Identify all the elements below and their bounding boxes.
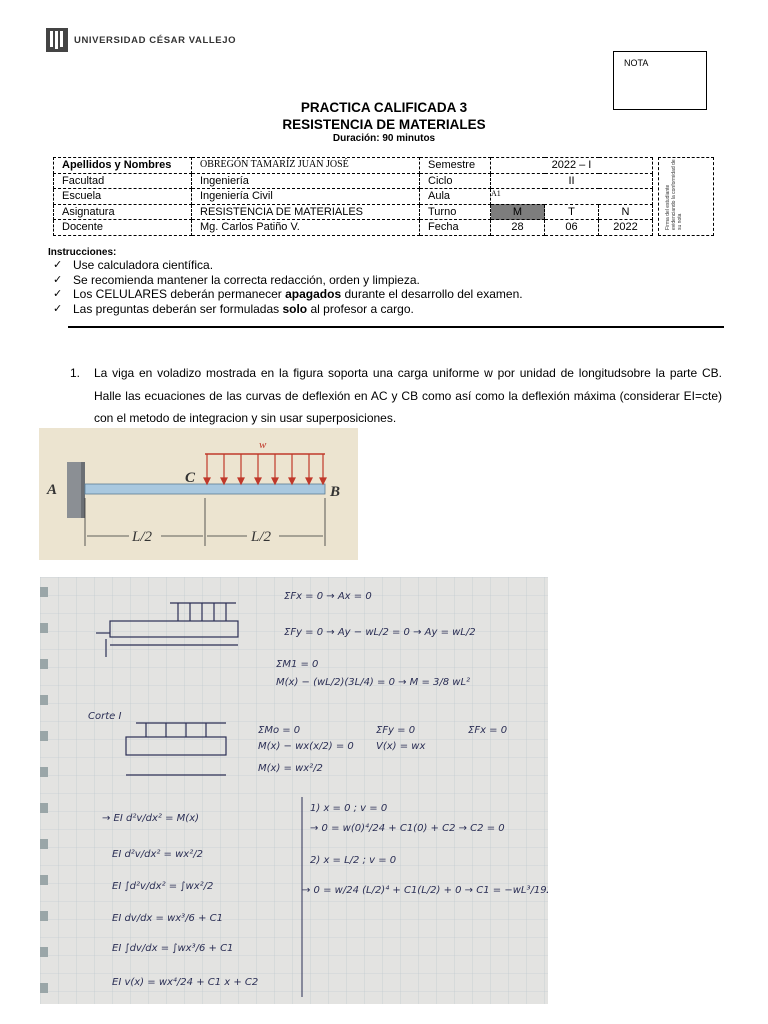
dimension-lines xyxy=(85,498,325,546)
hw-equation: ΣFy = 0 → Ay − wL/2 = 0 → Ay = wL/2 xyxy=(284,627,476,638)
table-row xyxy=(54,158,653,174)
ciclo-value: II xyxy=(491,173,653,189)
hw-equation: V(x) = wx xyxy=(376,741,426,752)
aula-label: Aula xyxy=(420,189,491,205)
table-row xyxy=(54,204,653,220)
signature-caption: Firma del estudiante evidenciando la conformidad de su nota xyxy=(665,159,683,230)
docente-label: Docente xyxy=(54,220,192,236)
facultad-value: Ingeniería xyxy=(192,173,420,189)
list-item xyxy=(53,302,523,317)
hw-equation: EI ∫d²v/dx² = ∫wx²/2 xyxy=(112,881,214,892)
list-item xyxy=(53,273,523,288)
student-info-table xyxy=(53,157,653,236)
divider xyxy=(68,326,724,328)
table-row xyxy=(54,189,653,205)
turno-m: M xyxy=(491,204,545,220)
fecha-year: 2022 xyxy=(599,220,653,236)
point-a-label: A xyxy=(47,482,58,498)
nota-label: NOTA xyxy=(624,58,649,68)
turno-t: T xyxy=(545,204,599,220)
hw-equation: → EI d²v/dx² = M(x) xyxy=(102,813,200,824)
university-name: UNIVERSIDAD CÉSAR VALLEJO xyxy=(74,35,237,46)
cantilever-beam-figure xyxy=(39,428,358,560)
load-arrows xyxy=(204,454,326,484)
course-title: RESISTENCIA DE MATERIALES xyxy=(282,117,486,132)
ciclo-label: Ciclo xyxy=(420,173,491,189)
length-right-label: L/2 xyxy=(251,529,272,545)
handwritten-solution-photo xyxy=(40,577,548,1004)
fecha-day: 28 xyxy=(491,220,545,236)
fecha-label: Fecha xyxy=(420,220,491,236)
hw-equation: ΣFx = 0 xyxy=(468,725,508,736)
exam-title: PRACTICA CALIFICADA 3 xyxy=(300,100,468,115)
point-b-label: B xyxy=(330,484,341,500)
hw-equation: → 0 = w(0)⁴/24 + C1(0) + C2 → C2 = 0 xyxy=(310,823,505,834)
hw-equation: M(x) = wx²/2 xyxy=(258,763,323,774)
instruction-text: durante el desarrollo del examen. xyxy=(341,287,523,301)
instruction-text: al profesor a cargo. xyxy=(307,301,414,316)
escuela-label: Escuela xyxy=(54,189,192,205)
asignatura-value: RESISTENCIA DE MATERIALES xyxy=(192,204,420,220)
hw-equation: ΣFy = 0 xyxy=(376,725,416,736)
apellidos-value: OBREGÓN TAMARÍZ JUAN JOSÉ xyxy=(192,158,420,174)
instructions-title: Instrucciones: xyxy=(48,247,117,258)
semestre-label: Semestre xyxy=(420,158,491,174)
hw-equation: EI ∫dv/dx = ∫wx³/6 + C1 xyxy=(112,943,234,954)
docente-value: Mg. Carlos Patiño V. xyxy=(192,220,420,236)
hw-equation: M(x) − (wL/2)(3L/4) = 0 → M = 3/8 wL² xyxy=(276,677,471,688)
question-text: La viga en voladizo mostrada en la figura soporta una carga uniforme w por unidad de longitudsobre la parte CB. Halle las ecuaciones de las curvas de deflexión en AC y CB como así como la deflexión máxima (considerar EI=cte) con el metodo de integracion y sin usar superposiciones. xyxy=(94,366,722,425)
instruction-text: Use calculadora científica. xyxy=(73,258,214,272)
instruction-text: Las preguntas deberán ser formuladas xyxy=(73,301,283,316)
hw-equation: EI d²v/dx² = wx²/2 xyxy=(112,849,203,860)
length-left-label: L/2 xyxy=(132,529,153,545)
hw-equation: M(x) − wx(x/2) = 0 xyxy=(258,741,354,752)
apellidos-label: Apellidos y Nombres xyxy=(54,158,192,174)
question-number: 1. xyxy=(70,366,81,380)
hw-equation: EI v(x) = wx⁴/24 + C1 x + C2 xyxy=(112,977,259,988)
hw-equation: 1) x = 0 ; v = 0 xyxy=(310,803,388,814)
instruction-text: Los CELULARES deberán permanecer xyxy=(73,287,286,301)
escuela-value: Ingeniería Civil xyxy=(192,189,420,205)
semestre-value: 2022 – I xyxy=(491,158,653,174)
hw-label: Corte I xyxy=(88,711,122,722)
signature-box xyxy=(658,157,714,236)
hw-equation: → 0 = w/24 (L/2)⁴ + C1(L/2) + 0 → C1 = −wL³/192 xyxy=(302,885,548,896)
hw-equation: EI dv/dx = wx³/6 + C1 xyxy=(112,913,224,924)
asignatura-label: Asignatura xyxy=(54,204,192,220)
point-c-label: C xyxy=(185,470,196,486)
instruction-text: Se recomienda mantener la correcta redacción, orden y limpieza. xyxy=(73,272,420,287)
table-row xyxy=(54,220,653,236)
hw-equation: ΣFx = 0 → Ax = 0 xyxy=(284,591,372,602)
turno-label: Turno xyxy=(420,204,491,220)
grid-paper xyxy=(40,577,548,1004)
instructions-list xyxy=(53,258,523,316)
fecha-month: 06 xyxy=(545,220,599,236)
university-logo-icon xyxy=(46,28,68,52)
table-row xyxy=(54,173,653,189)
hw-equation: 2) x = L/2 ; v = 0 xyxy=(310,855,397,866)
list-item xyxy=(53,287,523,302)
facultad-label: Facultad xyxy=(54,173,192,189)
load-label: w xyxy=(259,439,267,451)
hw-equation: ΣM1 = 0 xyxy=(276,659,319,670)
instruction-bold: solo xyxy=(282,301,308,316)
exam-duration: Duración: 90 minutos xyxy=(332,133,436,144)
aula-value: A1 xyxy=(491,189,653,205)
hw-equation: ΣMo = 0 xyxy=(258,725,301,736)
beam xyxy=(85,484,325,494)
turno-n: N xyxy=(599,204,653,220)
instruction-bold: apagados xyxy=(285,287,342,301)
list-item xyxy=(53,258,523,273)
